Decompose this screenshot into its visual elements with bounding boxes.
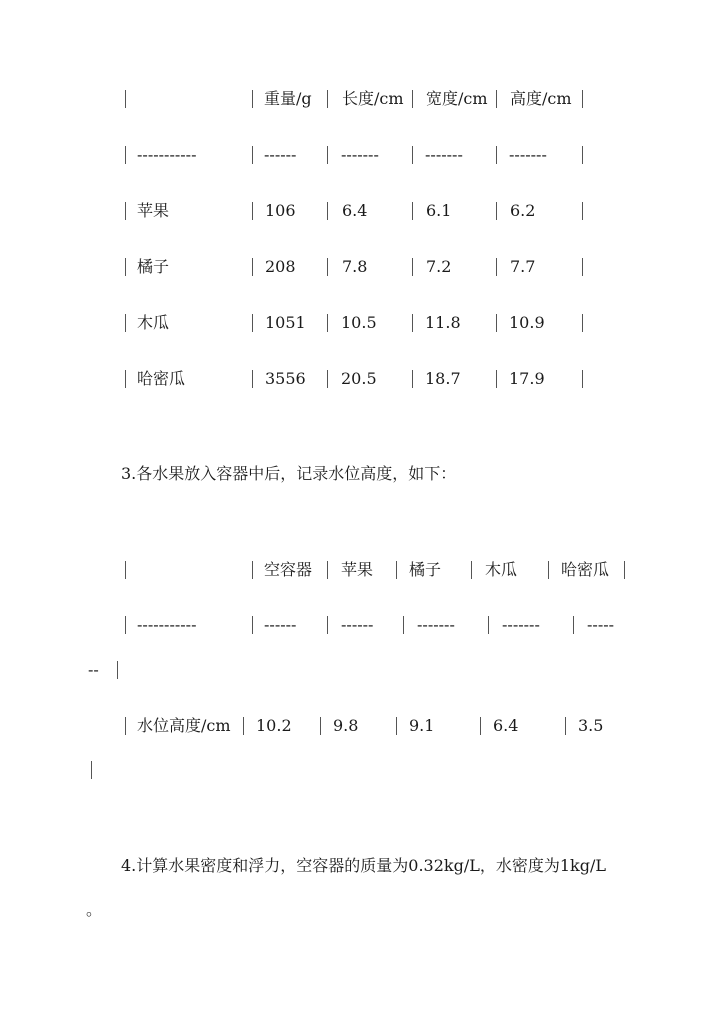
column-divider (252, 370, 253, 388)
column-divider (125, 561, 126, 579)
column-divider (252, 202, 253, 220)
column-divider (624, 561, 625, 579)
separator-dashes: ------- (502, 615, 540, 634)
water-level-papaya: 6.4 (493, 716, 519, 735)
water-level-cantaloupe: 3.5 (578, 716, 604, 735)
table1-header-weight: 重量/g (264, 89, 312, 108)
column-divider (125, 146, 126, 164)
column-divider (582, 90, 583, 108)
column-divider (125, 370, 126, 388)
column-divider (496, 258, 497, 276)
table1-header-width: 宽度/cm (426, 89, 488, 108)
weight-value: 106 (265, 201, 296, 220)
column-divider (396, 561, 397, 579)
column-divider (125, 616, 126, 634)
column-divider (582, 314, 583, 332)
table2-header-empty-container: 空容器 (264, 560, 313, 579)
column-divider (252, 314, 253, 332)
column-divider (243, 717, 244, 735)
column-divider (496, 146, 497, 164)
height-value: 7.7 (510, 257, 536, 276)
water-level-empty: 10.2 (256, 716, 292, 735)
step3-text: 3.各水果放入容器中后，记录水位高度，如下： (121, 464, 457, 483)
column-divider (320, 717, 321, 735)
column-divider (412, 146, 413, 164)
column-divider (496, 370, 497, 388)
column-divider (412, 90, 413, 108)
table1-header-height: 高度/cm (510, 89, 572, 108)
column-divider (396, 717, 397, 735)
column-divider (327, 90, 328, 108)
width-value: 6.1 (426, 201, 452, 220)
column-divider (565, 717, 566, 735)
column-divider (573, 616, 574, 634)
water-level-orange: 9.1 (409, 716, 435, 735)
separator-dashes: ------ (341, 615, 374, 634)
column-divider (327, 370, 328, 388)
separator-dashes: ------- (417, 615, 455, 634)
height-value: 10.9 (509, 313, 545, 332)
column-divider (403, 616, 404, 634)
separator-dashes: ----------- (137, 145, 197, 164)
width-value: 7.2 (426, 257, 452, 276)
row-label: 水位高度/cm (137, 716, 231, 735)
separator-dashes: ------ (264, 145, 297, 164)
height-value: 17.9 (509, 369, 545, 388)
length-value: 20.5 (341, 369, 377, 388)
column-divider (327, 258, 328, 276)
column-divider (496, 314, 497, 332)
column-divider (412, 258, 413, 276)
length-value: 6.4 (342, 201, 368, 220)
column-divider (91, 761, 92, 779)
column-divider (327, 314, 328, 332)
column-divider (252, 146, 253, 164)
separator-dashes: ----------- (137, 615, 197, 634)
column-divider (125, 202, 126, 220)
height-value: 6.2 (510, 201, 536, 220)
column-divider (125, 90, 126, 108)
table2-header-orange: 橘子 (409, 560, 442, 579)
separator-dashes: ------- (425, 145, 463, 164)
column-divider (252, 90, 253, 108)
table2-header-cantaloupe: 哈密瓜 (561, 560, 610, 579)
column-divider (412, 314, 413, 332)
column-divider (125, 717, 126, 735)
length-value: 7.8 (342, 257, 368, 276)
column-divider (252, 258, 253, 276)
weight-value: 3556 (265, 369, 306, 388)
table2-header-papaya: 木瓜 (485, 560, 518, 579)
column-divider (496, 202, 497, 220)
width-value: 11.8 (425, 313, 461, 332)
column-divider (327, 561, 328, 579)
length-value: 10.5 (341, 313, 377, 332)
fruit-name: 橘子 (137, 257, 170, 276)
column-divider (582, 258, 583, 276)
weight-value: 208 (265, 257, 296, 276)
table2-header-apple: 苹果 (341, 560, 374, 579)
column-divider (412, 202, 413, 220)
column-divider (496, 90, 497, 108)
column-divider (125, 314, 126, 332)
separator-dashes: ------- (509, 145, 547, 164)
column-divider (412, 370, 413, 388)
width-value: 18.7 (425, 369, 461, 388)
column-divider (327, 616, 328, 634)
column-divider (117, 661, 118, 679)
column-divider (471, 561, 472, 579)
fruit-name: 哈密瓜 (137, 369, 186, 388)
column-divider (252, 561, 253, 579)
separator-dashes: ----- (587, 615, 615, 634)
column-divider (582, 202, 583, 220)
separator-dashes: ------- (341, 145, 379, 164)
fruit-name: 木瓜 (137, 313, 170, 332)
separator-dashes: ------ (264, 615, 297, 634)
step4-text-continued: 。 (86, 900, 103, 919)
column-divider (125, 258, 126, 276)
column-divider (327, 202, 328, 220)
water-level-apple: 9.8 (333, 716, 359, 735)
column-divider (327, 146, 328, 164)
separator-dashes: -- (88, 660, 99, 679)
column-divider (252, 616, 253, 634)
weight-value: 1051 (265, 313, 306, 332)
column-divider (488, 616, 489, 634)
table1-header-length: 长度/cm (342, 89, 404, 108)
column-divider (582, 370, 583, 388)
step4-text: 4.计算水果密度和浮力，空容器的质量为0.32kg/L，水密度为1kg/L (121, 856, 606, 875)
column-divider (480, 717, 481, 735)
column-divider (582, 146, 583, 164)
fruit-name: 苹果 (137, 201, 170, 220)
column-divider (548, 561, 549, 579)
